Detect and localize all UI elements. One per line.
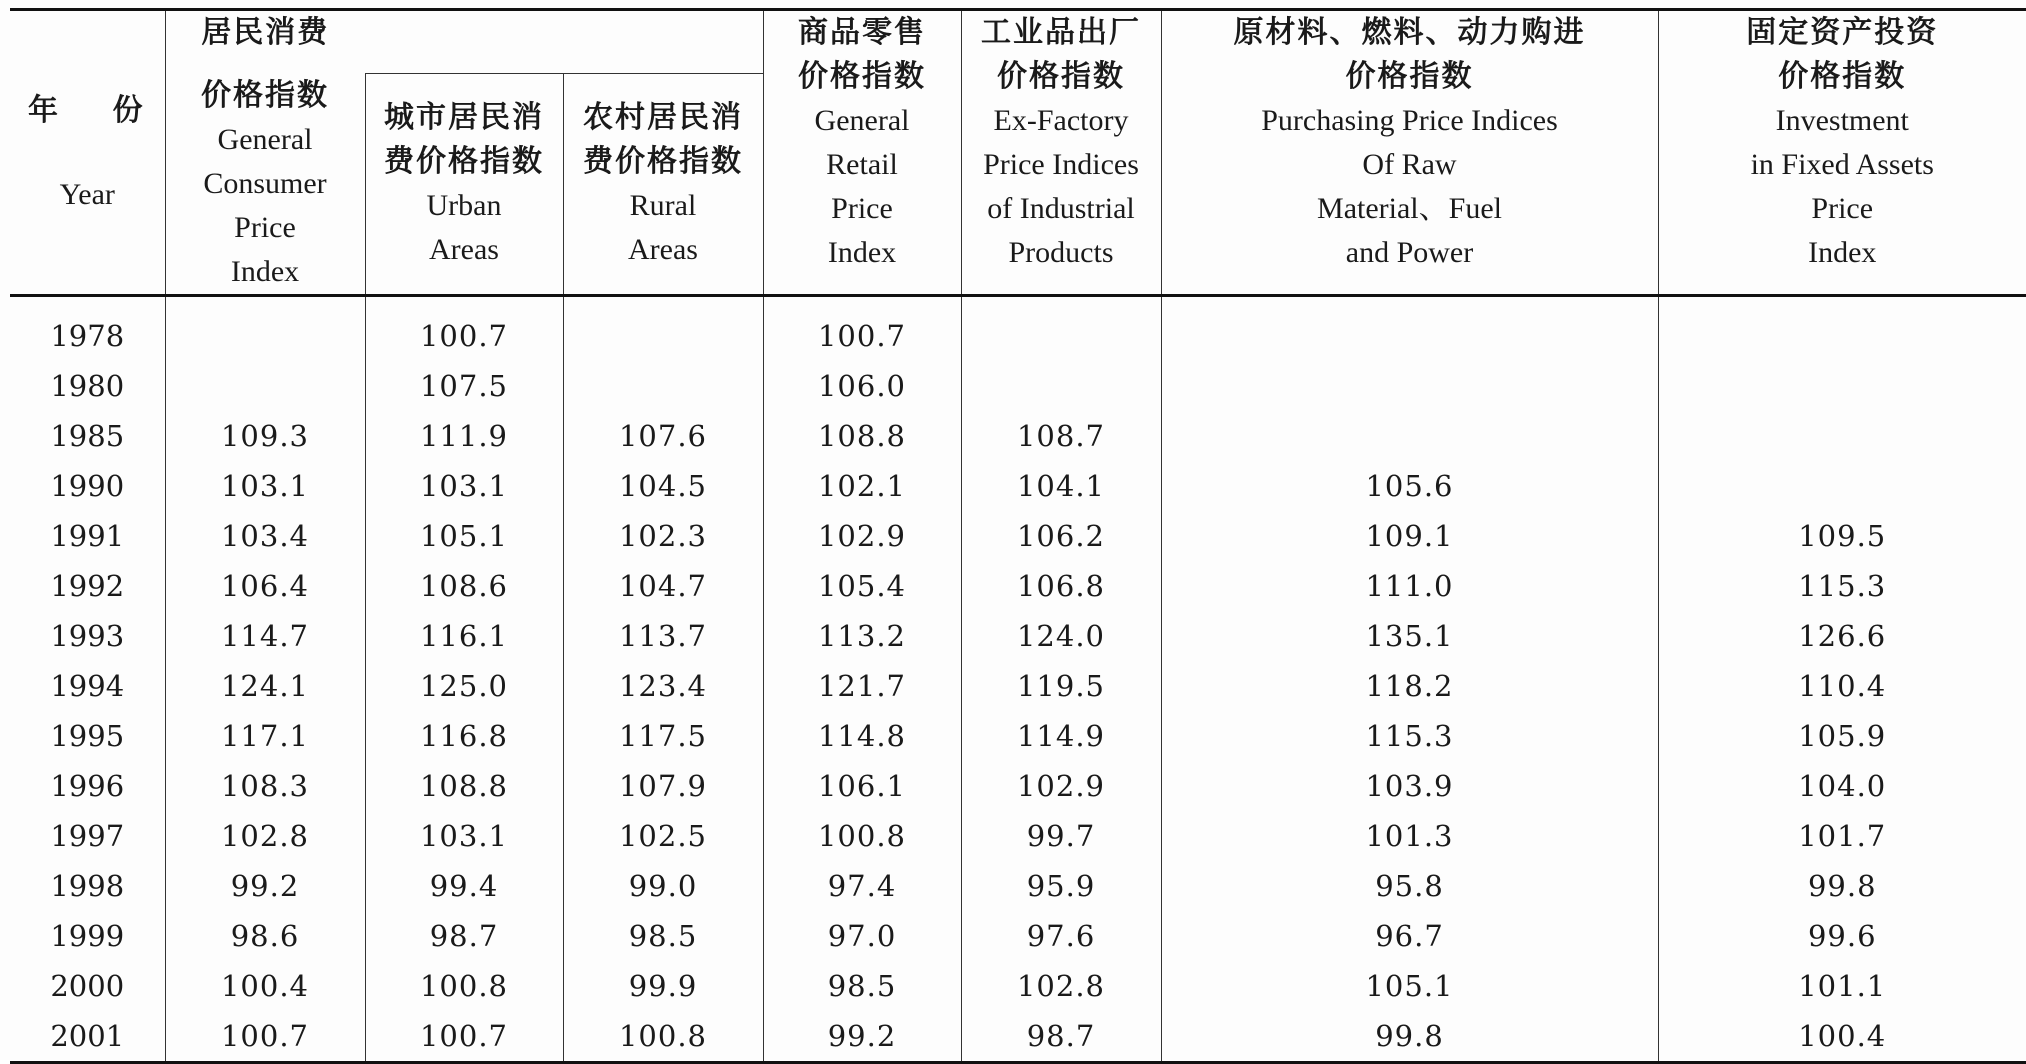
fixed-asset-investment-cell: 126.6 [1658, 611, 2026, 661]
urban-cpi-cell: 107.5 [365, 361, 563, 411]
year-column-header [10, 10, 165, 296]
urban-cpi-cell: 125.0 [365, 661, 563, 711]
general-cpi-cell: 114.7 [165, 611, 365, 661]
retail-en-line-2: Retail [764, 143, 961, 187]
retail-zh-line-2: 价格指数 [764, 55, 961, 99]
invest-en-line-3: Price [1659, 187, 2026, 231]
urban-cpi-cell: 100.8 [365, 961, 563, 1011]
general-cpi-cell: 102.8 [165, 811, 365, 861]
fixed-asset-investment-header [1658, 10, 2026, 296]
year-cell: 1994 [10, 661, 165, 711]
retail-price-cell: 98.5 [763, 961, 961, 1011]
invest-en-line-2: in Fixed Assets [1659, 143, 2026, 187]
retail-en-line-3: Price [764, 187, 961, 231]
industrial-price-cell: 102.8 [961, 961, 1161, 1011]
retail-en-line-1: General [764, 99, 961, 143]
rural-zh-line-2: 费价格指数 [564, 140, 763, 184]
industrial-price-cell: 108.7 [961, 411, 1161, 461]
urban-cpi-cell: 116.1 [365, 611, 563, 661]
year-cell: 1992 [10, 561, 165, 611]
table-row [10, 411, 2026, 461]
year-cell: 1990 [10, 461, 165, 511]
rural-en-line-1: Rural [564, 184, 763, 228]
industrial-price-cell: 95.9 [961, 861, 1161, 911]
urban-cpi-cell: 99.4 [365, 861, 563, 911]
year-cell: 2001 [10, 1011, 165, 1063]
raw-material-price-cell: 99.8 [1161, 1011, 1658, 1063]
raw-en-line-2: Of Raw [1162, 143, 1658, 187]
retail-price-cell: 121.7 [763, 661, 961, 711]
rural-cpi-cell: 102.3 [563, 511, 763, 561]
industrial-en-line-1: Ex-Factory [962, 99, 1161, 143]
year-cell: 1985 [10, 411, 165, 461]
raw-material-price-cell: 105.6 [1161, 461, 1658, 511]
rural-cpi-cell: 104.7 [563, 561, 763, 611]
price-index-table [10, 8, 2026, 1064]
fixed-asset-investment-cell: 101.7 [1658, 811, 2026, 861]
rural-cpi-cell: 99.0 [563, 861, 763, 911]
raw-material-price-cell: 105.1 [1161, 961, 1658, 1011]
fixed-asset-investment-cell: 99.6 [1658, 911, 2026, 961]
year-cell: 1980 [10, 361, 165, 411]
year-header-en: Year [10, 173, 165, 217]
urban-cpi-cell: 111.9 [365, 411, 563, 461]
retail-price-cell: 106.0 [763, 361, 961, 411]
general-cpi-cell: 117.1 [165, 711, 365, 761]
fixed-asset-investment-cell: 104.0 [1658, 761, 2026, 811]
fixed-asset-investment-cell [1658, 411, 2026, 461]
industrial-price-cell: 124.0 [961, 611, 1161, 661]
table-row [10, 611, 2026, 661]
general-cpi-header [165, 10, 365, 74]
table-body [10, 296, 2026, 1063]
fixed-asset-investment-cell [1658, 296, 2026, 362]
year-cell: 1991 [10, 511, 165, 561]
industrial-price-cell: 104.1 [961, 461, 1161, 511]
year-cell: 1999 [10, 911, 165, 961]
urban-cpi-cell: 98.7 [365, 911, 563, 961]
table-row [10, 511, 2026, 561]
fixed-asset-investment-cell: 109.5 [1658, 511, 2026, 561]
general-cpi-zh-line-1: 居民消费 [166, 11, 366, 55]
general-cpi-header-body [165, 74, 365, 296]
general-cpi-cell: 124.1 [165, 661, 365, 711]
rural-cpi-cell [563, 296, 763, 362]
rural-en-line-2: Areas [564, 228, 763, 272]
rural-zh-line-1: 农村居民消 [564, 96, 763, 140]
urban-cpi-cell: 103.1 [365, 461, 563, 511]
raw-material-price-cell: 135.1 [1161, 611, 1658, 661]
general-cpi-en-line-4: Index [166, 250, 365, 294]
industrial-price-cell: 98.7 [961, 1011, 1161, 1063]
rural-cpi-cell: 100.8 [563, 1011, 763, 1063]
raw-material-price-header [1161, 10, 1658, 296]
retail-price-cell: 108.8 [763, 411, 961, 461]
industrial-zh-line-1: 工业品出厂 [962, 11, 1161, 55]
industrial-price-header [961, 10, 1161, 296]
general-cpi-cell: 99.2 [165, 861, 365, 911]
general-cpi-cell: 103.1 [165, 461, 365, 511]
rural-cpi-cell: 113.7 [563, 611, 763, 661]
general-cpi-cell: 98.6 [165, 911, 365, 961]
raw-en-line-1: Purchasing Price Indices [1162, 99, 1658, 143]
urban-cpi-cell: 105.1 [365, 511, 563, 561]
general-cpi-zh-line-2: 价格指数 [166, 74, 365, 118]
urban-en-line-2: Areas [366, 228, 563, 272]
urban-cpi-cell: 100.7 [365, 1011, 563, 1063]
table-row [10, 711, 2026, 761]
urban-cpi-cell: 108.6 [365, 561, 563, 611]
invest-en-line-4: Index [1659, 231, 2026, 275]
fixed-asset-investment-cell [1658, 461, 2026, 511]
general-cpi-en-line-1: General [166, 118, 365, 162]
raw-material-price-cell [1161, 296, 1658, 362]
year-cell: 1995 [10, 711, 165, 761]
table-row [10, 296, 2026, 362]
raw-material-price-cell: 115.3 [1161, 711, 1658, 761]
urban-cpi-cell: 116.8 [365, 711, 563, 761]
fixed-asset-investment-cell: 105.9 [1658, 711, 2026, 761]
retail-price-header [763, 10, 961, 296]
raw-material-price-cell [1161, 411, 1658, 461]
rural-cpi-cell: 102.5 [563, 811, 763, 861]
raw-material-price-cell: 103.9 [1161, 761, 1658, 811]
general-cpi-cell [165, 361, 365, 411]
rural-cpi-header [563, 74, 763, 296]
urban-zh-line-2: 费价格指数 [366, 140, 563, 184]
fixed-asset-investment-cell: 100.4 [1658, 1011, 2026, 1063]
industrial-price-cell [961, 296, 1161, 362]
raw-material-price-cell: 101.3 [1161, 811, 1658, 861]
rural-cpi-cell: 104.5 [563, 461, 763, 511]
retail-en-line-4: Index [764, 231, 961, 275]
industrial-en-line-2: Price Indices [962, 143, 1161, 187]
table-row [10, 361, 2026, 411]
retail-price-cell: 97.4 [763, 861, 961, 911]
raw-en-line-3: Material、Fuel [1162, 187, 1658, 231]
rural-cpi-cell [563, 361, 763, 411]
industrial-price-cell: 119.5 [961, 661, 1161, 711]
fixed-asset-investment-cell: 115.3 [1658, 561, 2026, 611]
table-row [10, 1011, 2026, 1063]
raw-material-price-cell: 96.7 [1161, 911, 1658, 961]
industrial-price-cell: 99.7 [961, 811, 1161, 861]
year-cell: 1996 [10, 761, 165, 811]
rural-cpi-cell: 98.5 [563, 911, 763, 961]
raw-material-price-cell [1161, 361, 1658, 411]
general-cpi-cell: 109.3 [165, 411, 365, 461]
urban-cpi-header [365, 74, 563, 296]
urban-cpi-cell: 108.8 [365, 761, 563, 811]
fixed-asset-investment-cell: 101.1 [1658, 961, 2026, 1011]
raw-material-price-cell: 95.8 [1161, 861, 1658, 911]
invest-zh-line-2: 价格指数 [1659, 55, 2026, 99]
retail-price-cell: 97.0 [763, 911, 961, 961]
invest-zh-line-1: 固定资产投资 [1659, 11, 2026, 55]
retail-price-cell: 99.2 [763, 1011, 961, 1063]
general-cpi-cell: 108.3 [165, 761, 365, 811]
industrial-price-cell: 97.6 [961, 911, 1161, 961]
general-cpi-cell: 100.7 [165, 1011, 365, 1063]
table-header [10, 10, 2026, 296]
retail-price-cell: 106.1 [763, 761, 961, 811]
retail-price-cell: 102.9 [763, 511, 961, 561]
urban-en-line-1: Urban [366, 184, 563, 228]
industrial-price-cell [961, 361, 1161, 411]
urban-cpi-cell: 100.7 [365, 296, 563, 362]
general-cpi-cell: 106.4 [165, 561, 365, 611]
fixed-asset-investment-cell: 99.8 [1658, 861, 2026, 911]
rural-cpi-cell: 107.9 [563, 761, 763, 811]
retail-price-cell: 102.1 [763, 461, 961, 511]
table-row [10, 561, 2026, 611]
fixed-asset-investment-cell [1658, 361, 2026, 411]
year-header-zh: 年 份 [10, 89, 165, 133]
table-row [10, 461, 2026, 511]
urban-zh-line-1: 城市居民消 [366, 96, 563, 140]
industrial-en-line-3: of Industrial [962, 187, 1161, 231]
general-cpi-en-line-3: Price [166, 206, 365, 250]
table-row [10, 911, 2026, 961]
rural-cpi-cell: 99.9 [563, 961, 763, 1011]
general-cpi-cell [165, 296, 365, 362]
urban-cpi-cell: 103.1 [365, 811, 563, 861]
industrial-price-cell: 106.8 [961, 561, 1161, 611]
industrial-zh-line-2: 价格指数 [962, 55, 1161, 99]
rural-cpi-cell: 123.4 [563, 661, 763, 711]
retail-price-cell: 113.2 [763, 611, 961, 661]
general-cpi-cell: 103.4 [165, 511, 365, 561]
retail-price-cell: 100.8 [763, 811, 961, 861]
year-cell: 1993 [10, 611, 165, 661]
year-cell: 1998 [10, 861, 165, 911]
fixed-asset-investment-cell: 110.4 [1658, 661, 2026, 711]
general-cpi-en-line-2: Consumer [166, 162, 365, 206]
industrial-en-line-4: Products [962, 231, 1161, 275]
industrial-price-cell: 102.9 [961, 761, 1161, 811]
rural-cpi-cell: 107.6 [563, 411, 763, 461]
retail-zh-line-1: 商品零售 [764, 11, 961, 55]
general-cpi-cell: 100.4 [165, 961, 365, 1011]
raw-material-price-cell: 118.2 [1161, 661, 1658, 711]
raw-material-price-cell: 111.0 [1161, 561, 1658, 611]
table-row [10, 761, 2026, 811]
table-row [10, 961, 2026, 1011]
industrial-price-cell: 114.9 [961, 711, 1161, 761]
rural-cpi-cell: 117.5 [563, 711, 763, 761]
year-cell: 1997 [10, 811, 165, 861]
urban-rural-group-header [365, 10, 763, 74]
table-row [10, 811, 2026, 861]
raw-zh-line-1: 原材料、燃料、动力购进 [1162, 11, 1658, 55]
raw-material-price-cell: 109.1 [1161, 511, 1658, 561]
industrial-price-cell: 106.2 [961, 511, 1161, 561]
table-row [10, 861, 2026, 911]
invest-en-line-1: Investment [1659, 99, 2026, 143]
raw-zh-line-2: 价格指数 [1162, 55, 1658, 99]
retail-price-cell: 100.7 [763, 296, 961, 362]
raw-en-line-4: and Power [1162, 231, 1658, 275]
table-row [10, 661, 2026, 711]
retail-price-cell: 114.8 [763, 711, 961, 761]
year-cell: 2000 [10, 961, 165, 1011]
year-cell: 1978 [10, 296, 165, 362]
retail-price-cell: 105.4 [763, 561, 961, 611]
